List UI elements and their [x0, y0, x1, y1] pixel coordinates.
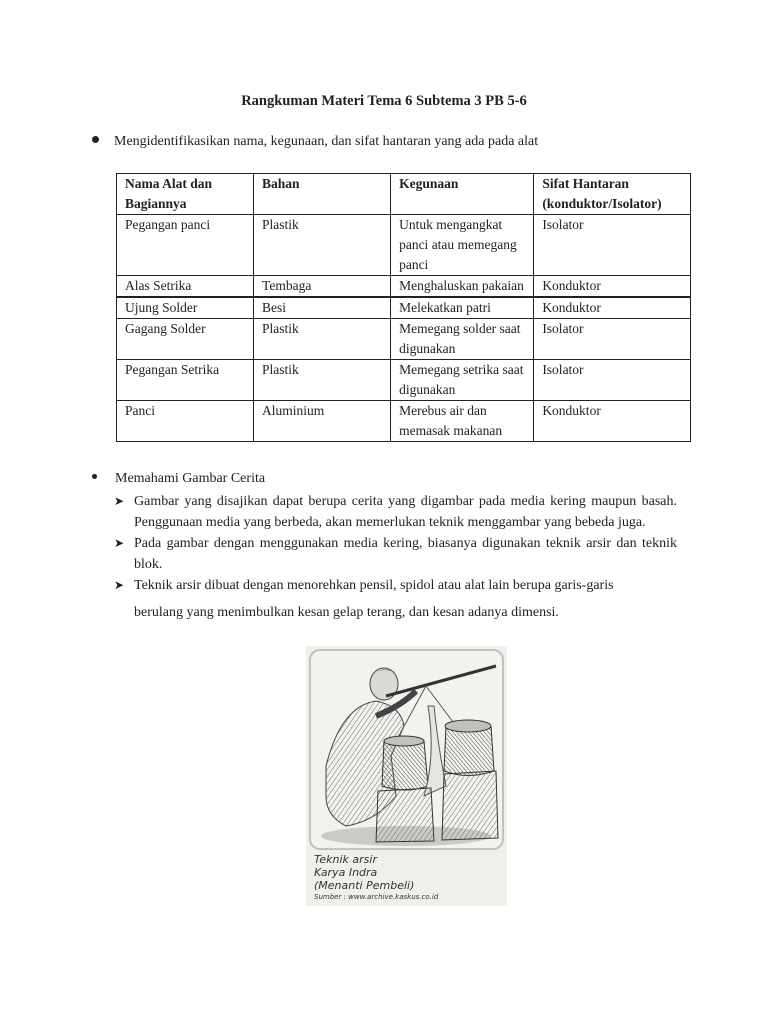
table-cell: Pegangan Setrika [117, 360, 254, 401]
table-cell: Menghaluskan pakaian [391, 276, 534, 298]
list-item [112, 575, 677, 623]
header-cell: Nama Alat dan Bagiannya [117, 174, 254, 215]
table-cell: Isolator [534, 360, 691, 401]
table-cell: Isolator [534, 215, 691, 276]
table-cell: Plastik [254, 319, 391, 360]
bullet-identify [92, 134, 538, 150]
table-cell: Plastik [254, 215, 391, 276]
list-item [112, 491, 677, 533]
table-cell: Panci [117, 401, 254, 442]
table-row [117, 401, 691, 442]
figure-caption-source: Sumber : www.archive.kaskus.co.id [314, 893, 439, 901]
arrow-bullet-icon: ➤ [114, 494, 125, 508]
table-cell: Alas Setrika [117, 276, 254, 298]
table-cell: Merebus air dan memasak makanan [391, 401, 534, 442]
bullet-understand [92, 471, 265, 487]
table-cell: Konduktor [534, 276, 691, 298]
figure-caption-artist: Karya Indra [314, 866, 378, 879]
header-cell: Bahan [254, 174, 391, 215]
bullet-understand-text: Memahami Gambar Cerita [115, 471, 266, 486]
table-cell: Memegang setrika saat digunakan [391, 360, 534, 401]
list-item-text: Gambar yang disajikan dapat berupa cerita yang digambar pada media kering maupun basah. Penggunaan media yang berbeda, akan memerlukan teknik menggambar yang bebeda juga. [134, 494, 677, 530]
table-cell: Tembaga [254, 276, 391, 298]
materials-table [116, 173, 691, 442]
bullet-identify-text: Mengidentifikasikan nama, kegunaan, dan sifat hantaran yang ada pada alat [114, 134, 539, 149]
header-cell: Kegunaan [391, 174, 534, 215]
list-item-text-continued: berulang yang menimbulkan kesan gelap terang, dan kesan adanya dimensi. [134, 605, 559, 620]
table-row [117, 297, 691, 319]
bullet-dot-icon [92, 136, 99, 143]
table-header-row [117, 174, 691, 215]
table-cell: Ujung Solder [117, 297, 254, 319]
table-row [117, 276, 691, 298]
table-cell: Konduktor [534, 297, 691, 319]
page-title: Rangkuman Materi Tema 6 Subtema 3 PB 5-6 [241, 93, 527, 109]
header-cell: Sifat Hantaran (konduktor/Isolator) [534, 174, 691, 215]
table-cell: Gagang Solder [117, 319, 254, 360]
table-cell: Aluminium [254, 401, 391, 442]
table-cell: Plastik [254, 360, 391, 401]
table-cell: Isolator [534, 319, 691, 360]
arrow-bullet-icon: ➤ [114, 578, 125, 592]
table-row [117, 215, 691, 276]
figure-caption-title: (Menanti Pembeli) [314, 879, 415, 892]
figure-caption-technique: Teknik arsir [314, 853, 377, 866]
table-cell: Besi [254, 297, 391, 319]
list-item-text: Pada gambar dengan menggunakan media kering, biasanya digunakan teknik arsir dan teknik blok. [134, 536, 677, 572]
bullet-dot-icon [92, 474, 97, 479]
table-cell: Pegangan panci [117, 215, 254, 276]
sub-list [112, 491, 677, 623]
list-item [112, 533, 677, 575]
illustration-figure [306, 646, 507, 906]
list-item-text: Teknik arsir dibuat dengan menorehkan pensil, spidol atau alat lain berupa garis-garis [134, 578, 614, 593]
table-cell: Memegang solder saat digunakan [391, 319, 534, 360]
pencil-sketch-illustration [306, 646, 507, 851]
table-cell: Melekatkan patri [391, 297, 534, 319]
table-row [117, 319, 691, 360]
table-cell: Konduktor [534, 401, 691, 442]
arrow-bullet-icon: ➤ [114, 536, 125, 550]
table-row [117, 360, 691, 401]
table-cell: Untuk mengangkat panci atau memegang panci [391, 215, 534, 276]
